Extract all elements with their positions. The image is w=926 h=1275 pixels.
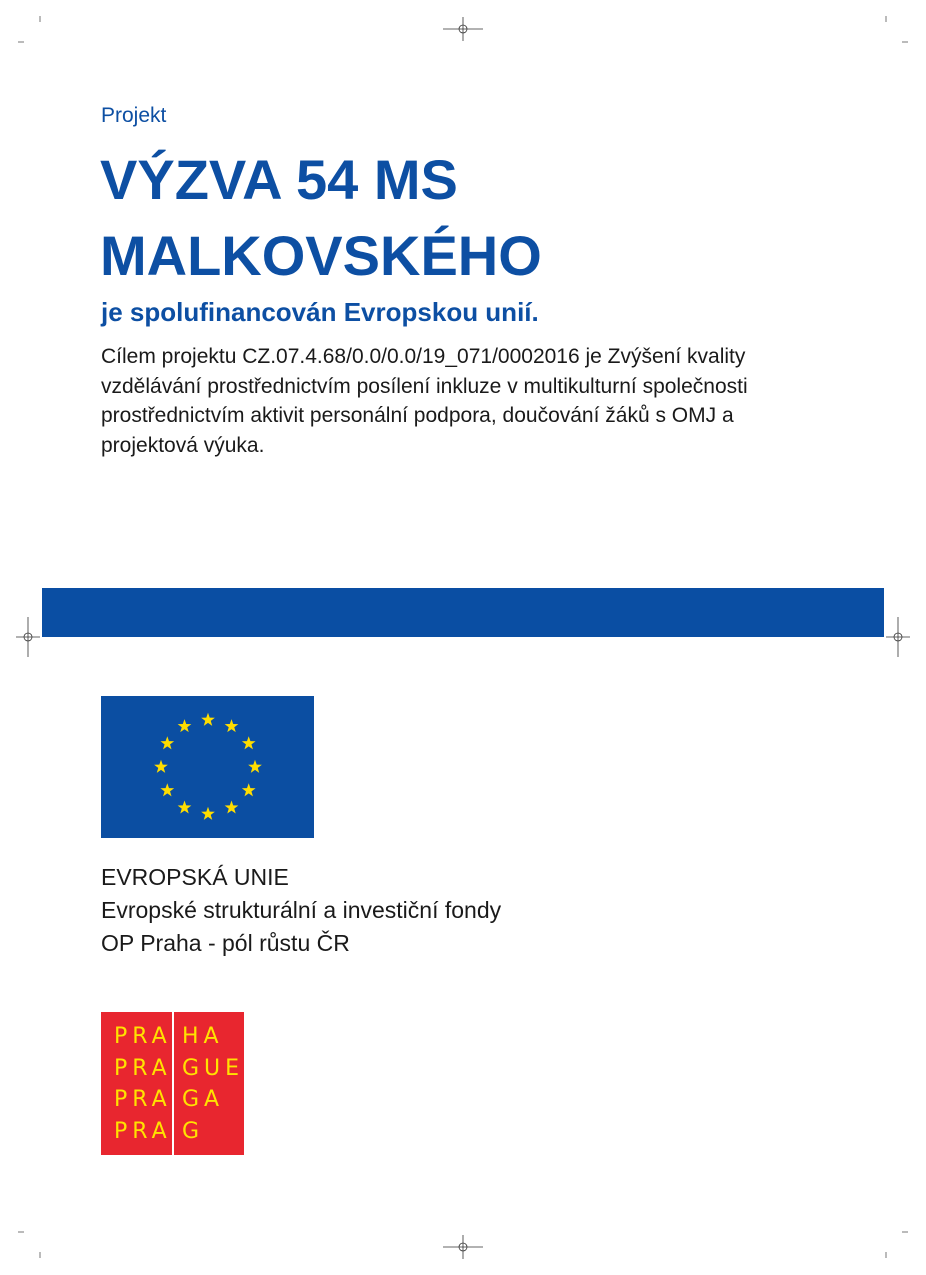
project-title-line-2: MALKOVSKÉHO — [100, 224, 542, 287]
praha-logo-left-4: PRA — [114, 1118, 172, 1144]
praha-logo-right-1: HA — [182, 1024, 224, 1049]
eu-star-10 — [154, 760, 168, 773]
corner-tick-top-left — [18, 16, 46, 46]
corner-tick-bottom-left — [18, 1228, 46, 1258]
crop-mark-bottom — [443, 1235, 483, 1259]
project-eyebrow: Projekt — [101, 104, 167, 127]
eu-star-5 — [242, 783, 256, 796]
praha-logo-left-column — [114, 1021, 172, 1147]
praha-logo-right-4: G — [182, 1118, 205, 1144]
eu-star-2 — [225, 719, 239, 732]
praha-logo-left-1: PRA — [114, 1024, 172, 1049]
blue-band — [42, 588, 884, 637]
praha-logo-right-2: GUE — [182, 1055, 245, 1081]
cofinancing-subtitle: je spolufinancován Evropskou unií. — [101, 297, 539, 327]
praha-logo — [101, 1012, 244, 1155]
eu-star-3 — [242, 736, 256, 749]
project-description: Cílem projektu CZ.07.4.68/0.0/0.0/19_071/0002016 je Zvýšení kvality vzdělávání prostřednictvím posílení inkluze v multikulturní společnosti prostřednictvím aktivit personální podpora, doučování žáků s OMJ a projektová výuka. — [101, 345, 748, 457]
eu-star-1 — [201, 713, 215, 726]
praha-logo-divider — [172, 1012, 174, 1155]
project-title — [100, 142, 542, 294]
corner-tick-top-right — [880, 16, 908, 46]
praha-logo-left-2: PRA — [114, 1055, 172, 1081]
praha-logo-left-3: PRA — [114, 1087, 172, 1112]
eu-name: EVROPSKÁ UNIE — [101, 864, 289, 890]
eu-star-8 — [178, 801, 192, 814]
eu-funds-name: Evropské strukturální a investiční fondy — [101, 897, 502, 923]
praha-logo-right-3: GA — [182, 1087, 225, 1112]
eu-star-12 — [178, 719, 192, 732]
eu-star-6 — [225, 801, 239, 814]
crop-mark-top — [443, 17, 483, 41]
crop-mark-left — [16, 617, 40, 657]
operational-programme-name: OP Praha - pól růstu ČR — [101, 930, 350, 956]
eu-star-11 — [160, 736, 174, 749]
eu-flag-icon — [101, 696, 314, 838]
project-title-line-1: VÝZVA 54 MS — [100, 148, 458, 211]
eu-star-4 — [248, 760, 262, 773]
eu-star-9 — [160, 783, 174, 796]
crop-mark-right — [886, 617, 910, 657]
praha-logo-right-column — [182, 1021, 244, 1147]
eu-funding-block — [101, 861, 501, 960]
eu-star-7 — [201, 807, 215, 820]
corner-tick-bottom-right — [880, 1228, 908, 1258]
